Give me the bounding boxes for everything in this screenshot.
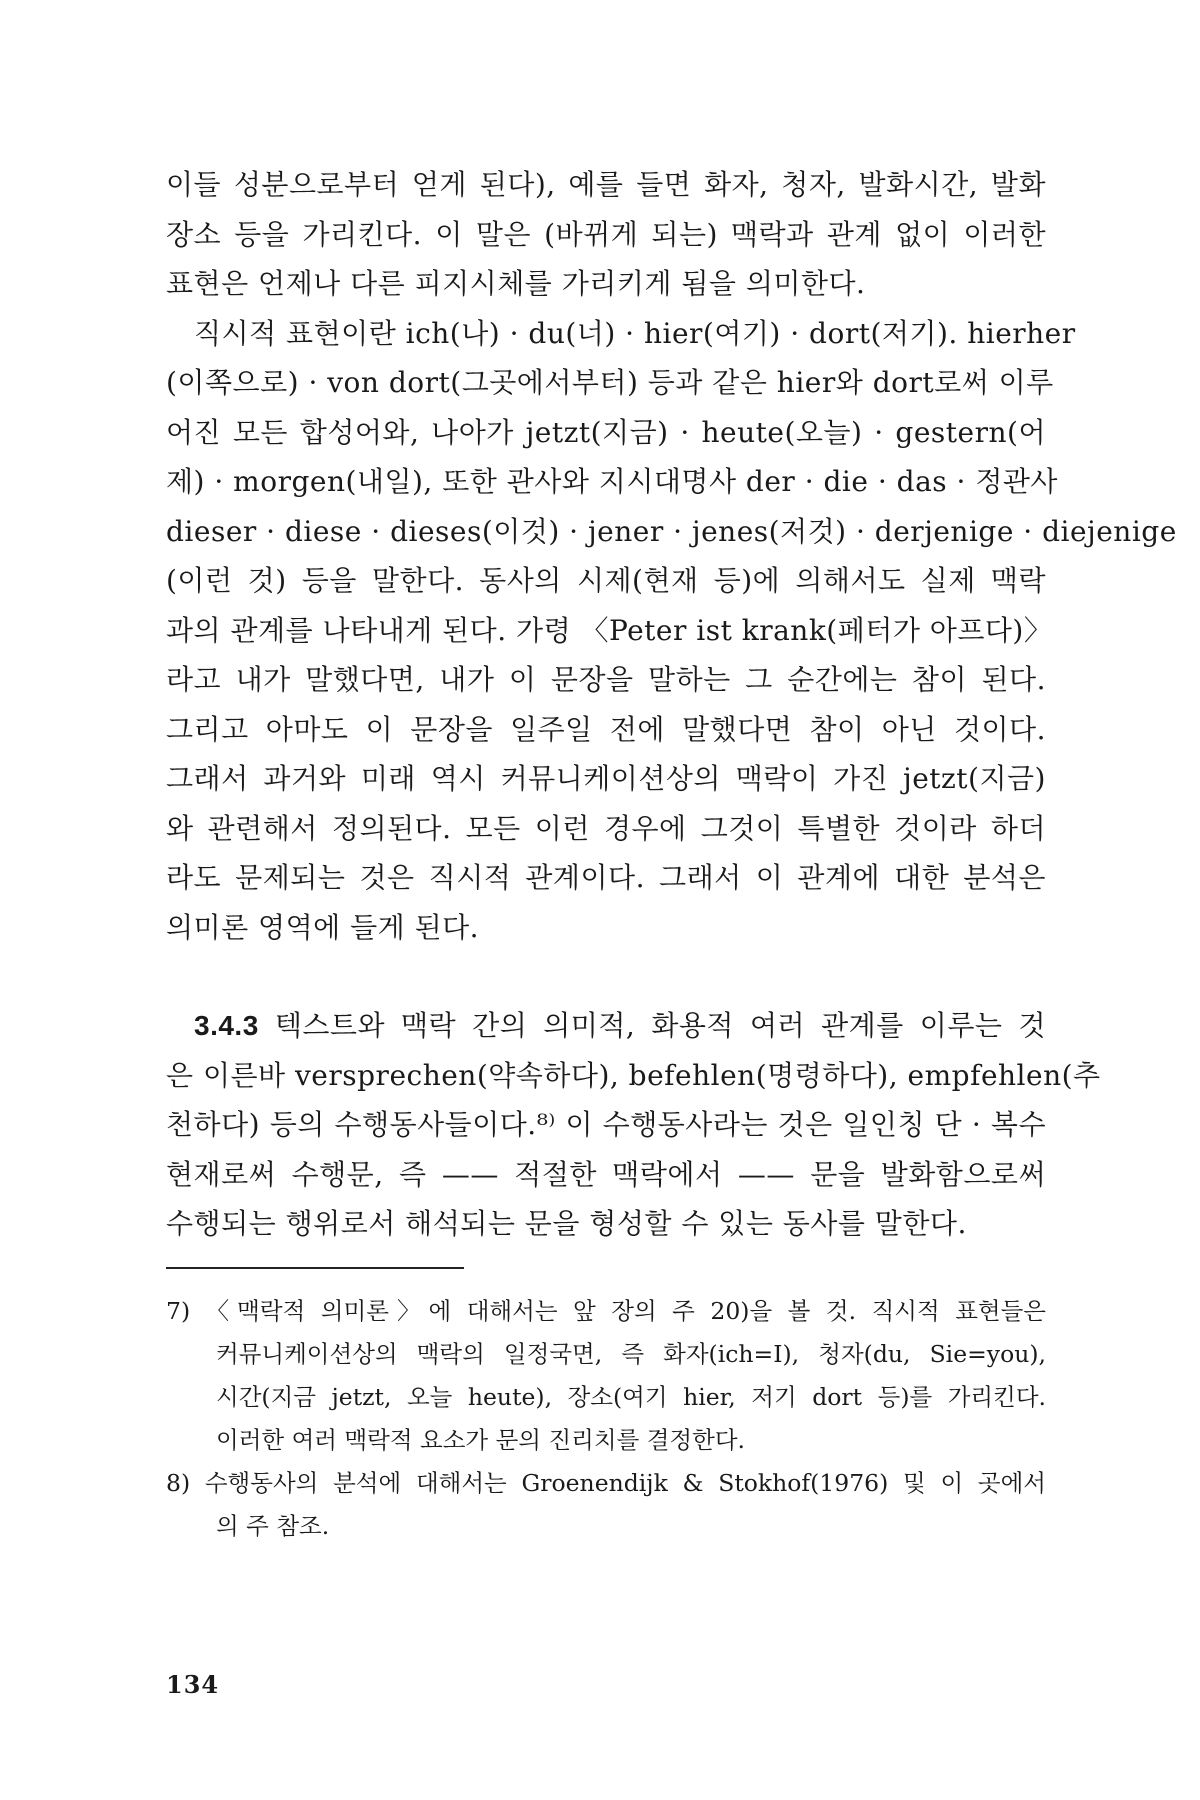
footnote-8-line: 의 주 참조. <box>216 1512 330 1540</box>
body-line: 그리고 아마도 이 문장을 일주일 전에 말했다면 참이 아닌 것이다. <box>166 712 1046 746</box>
footnote-7-line: 7) 〈맥락적 의미론〉에 대해서는 앞 장의 주 20)을 볼 것. 직시적 표현들은 <box>166 1297 1046 1325</box>
section-text: 텍스트와 맥락 간의 의미적, 화용적 여러 관계를 이루는 것 <box>274 1009 1046 1042</box>
footnotes <box>166 1290 1046 1548</box>
footnote-7-line: 시간(지금 jetzt, 오늘 heute), 장소(여기 hier, 저기 dort 등)를 가리킨다. <box>216 1383 1046 1411</box>
body-line: 제) · morgen(내일), 또한 관사와 지시대명사 der · die · das · 정관사 <box>166 465 1058 498</box>
body-line: 이들 성분으로부터 얻게 된다), 예를 들면 화자, 청자, 발화시간, 발화 <box>166 168 1046 201</box>
body-line: 라고 내가 말했다면, 내가 이 문장을 말하는 그 순간에는 참이 된다. <box>166 663 1046 696</box>
body-line: 은 이른바 versprechen(약속하다), befehlen(명령하다), empfehlen(추 <box>166 1058 1101 1092</box>
body-line: 어진 모든 합성어와, 나아가 jetzt(지금) · heute(오늘) · gestern(어 <box>166 415 1046 449</box>
section-3-4-3 <box>166 1001 1101 1249</box>
body-line: 와 관련해서 정의된다. 모든 이런 경우에 그것이 특별한 것이라 하더 <box>166 811 1046 845</box>
main-text <box>166 160 1177 952</box>
body-line: (이쪽으로) · von dort(그곳에서부터) 등과 같은 hier와 dort로써 이루 <box>166 366 1054 399</box>
body-line: 현재로써 수행문, 즉 —— 적절한 맥락에서 —— 문을 발화함으로써 <box>166 1157 1046 1191</box>
body-line: dieser · diese · dieses(이것) · jener · jenes(저것) · derjenige · diejenige <box>166 514 1177 548</box>
section-number: 3.4.3 <box>194 1010 259 1041</box>
footnote-7-line: 커뮤니케이션상의 맥락의 일정국면, 즉 화자(ich=I), 청자(du, Sie=you), <box>216 1340 1046 1368</box>
body-line: 장소 등을 가리킨다. 이 말은 (바뀌게 되는) 맥락과 관계 없이 이러한 <box>166 217 1046 251</box>
body-line: 라도 문제되는 것은 직시적 관계이다. 그래서 이 관계에 대한 분석은 <box>166 861 1046 894</box>
body-line: 표현은 언제나 다른 피지시체를 가리키게 됨을 의미한다. <box>166 267 866 300</box>
body-line: 천하다) 등의 수행동사들이다.⁸⁾ 이 수행동사라는 것은 일인칭 단 · 복수 <box>166 1108 1046 1141</box>
body-line: 수행되는 행위로서 해석되는 문을 형성할 수 있는 동사를 말한다. <box>166 1207 967 1240</box>
section-heading-line <box>166 1001 1046 1051</box>
footnote-divider <box>166 1267 464 1269</box>
body-line: (이런 것) 등을 말한다. 동사의 시제(현재 등)에 의해서도 실제 맥락 <box>166 564 1046 597</box>
footnote-8-line: 8) 수행동사의 분석에 대해서는 Groenendijk & Stokhof(1976) 및 이 곳에서 <box>166 1469 1046 1497</box>
footnote-7-line: 이러한 여러 맥락적 요소가 문의 진리치를 결정한다. <box>216 1426 746 1454</box>
body-line: 과의 관계를 나타내게 된다. 가령 〈Peter ist krank(페터가 아프다)〉 <box>166 613 1053 647</box>
body-line: 의미론 영역에 들게 된다. <box>166 910 480 944</box>
body-line: 직시적 표현이란 ich(나) · du(너) · hier(여기) · dort(저기). hierher <box>194 316 1076 350</box>
body-line: 그래서 과거와 미래 역시 커뮤니케이션상의 맥락이 가진 jetzt(지금) <box>166 762 1046 795</box>
page-number: 134 <box>166 1670 220 1699</box>
